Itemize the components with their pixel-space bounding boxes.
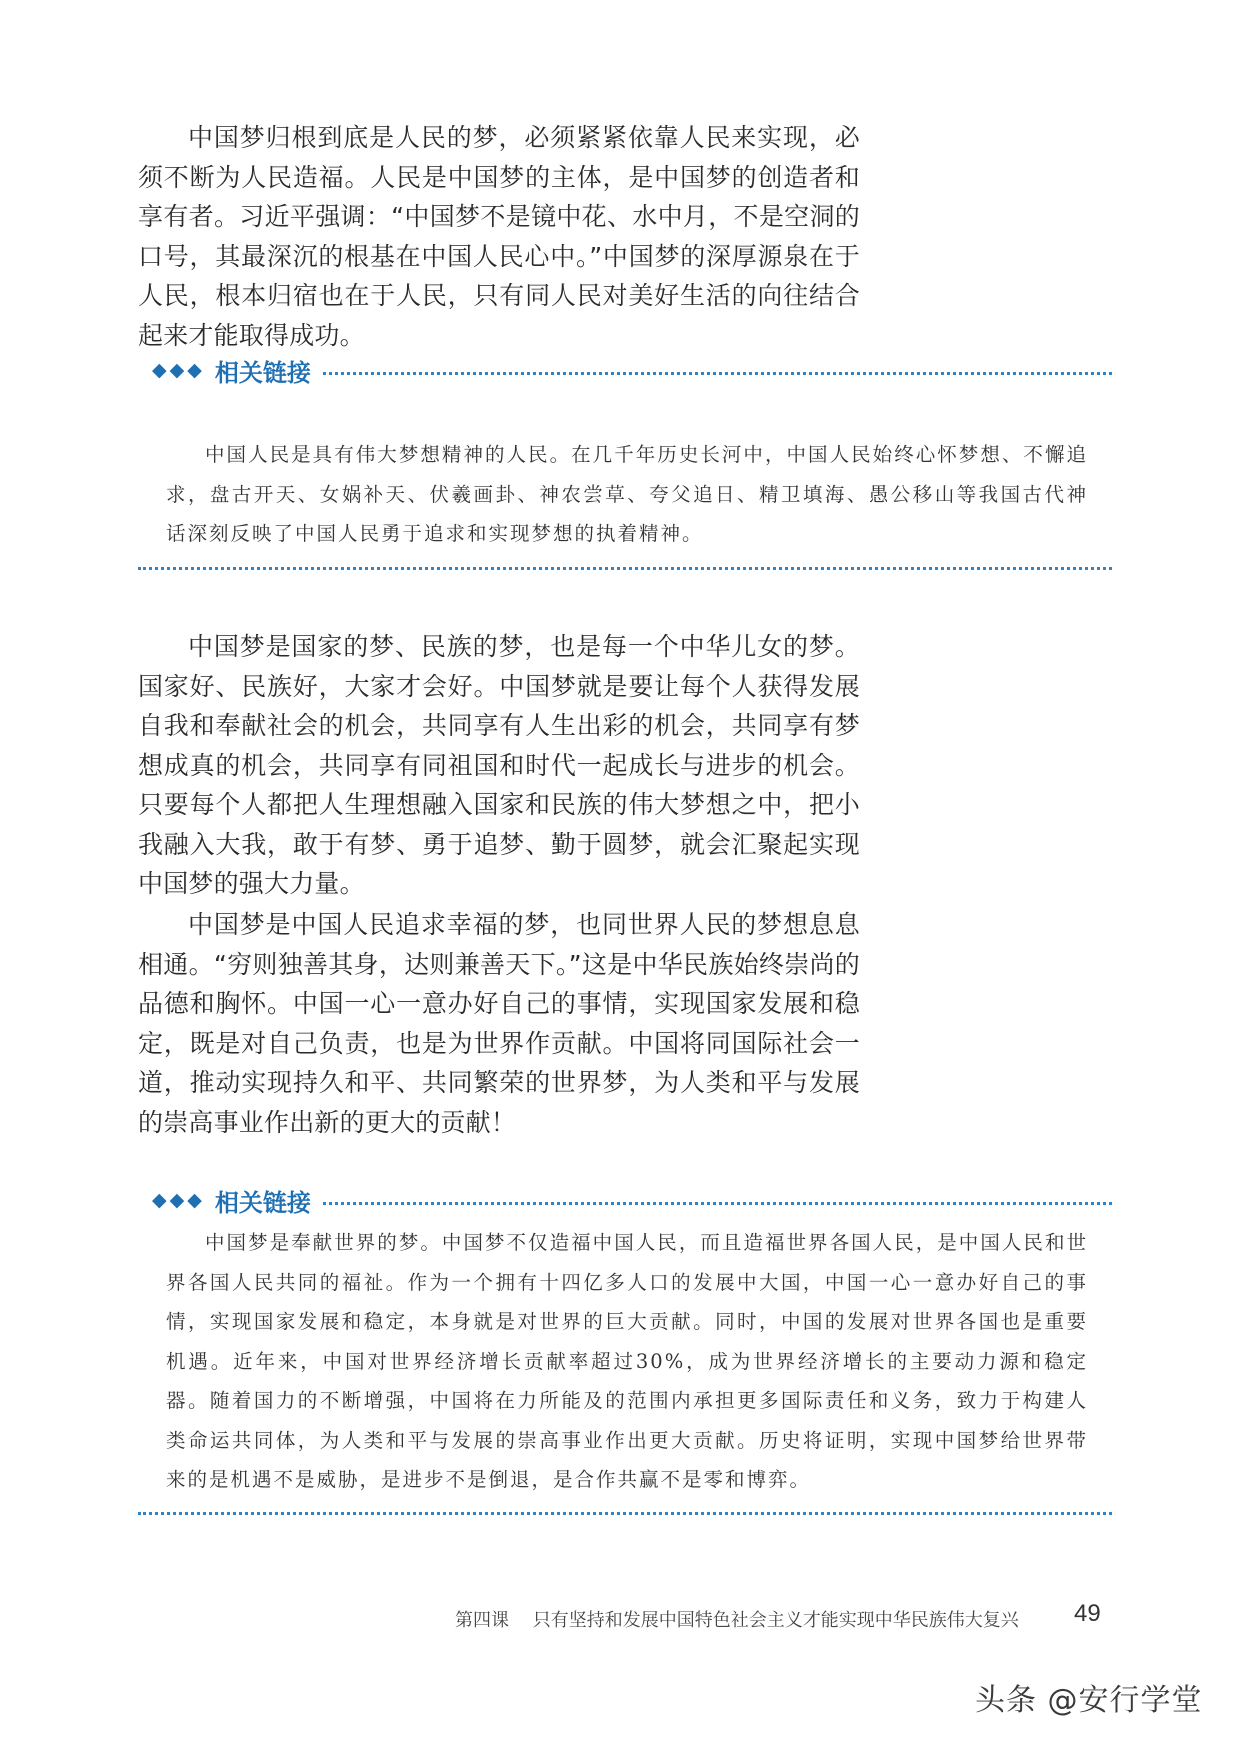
related-link-title: 相关链接 (214, 358, 311, 387)
footer-lesson-title: 只有坚持和发展中国特色社会主义才能实现中华民族伟大复兴 (532, 1610, 1019, 1631)
dotted-divider-bottom (138, 1512, 1112, 1515)
running-footer (455, 1606, 1019, 1632)
page-number: 49 (1074, 1600, 1101, 1627)
related-link-header-1 (152, 352, 1112, 388)
footer-lesson: 第四课 (455, 1610, 509, 1631)
related-link-body-2: 中国梦是奉献世界的梦。中国梦不仅造福中国人民，而且造福世界各国人民，是中国人民和世界各国人民共同的福祉。作为一个拥有十四亿多人口的发展中大国，中国一心一意办好自己的事情，实现国家发展和稳定，本身就是对世界的巨大贡献。同时，中国的发展对世界各国也是重要机遇。近年来，中国对世界经济增长贡献率超过30%，成为世界经济增长的主要动力源和稳定器。随着国力的不断增强，中国将在力所能及的范围内承担更多国际责任和义务，致力于构建人类命运共同体，为人类和平与发展的崇高事业作出更大贡献。历史将证明，实现中国梦给世界带来的是机遇不是威胁，是进步不是倒退，是合作共赢不是零和博弈。 (166, 1231, 1088, 1491)
dotted-divider (323, 1202, 1112, 1205)
related-link-title: 相关链接 (214, 1188, 311, 1217)
diamond-bullets-icon: ◆◆◆ (152, 1189, 205, 1211)
body-paragraph-2: 中国梦是国家的梦、民族的梦，也是每一个中华儿女的梦。国家好、民族好，大家才会好。中国梦就是要让每个人获得发展自我和奉献社会的机会，共同享有人生出彩的机会，共同享有梦想成真的机会，共同享有同祖国和时代一起成长与进步的机会。只要每个人都把人生理想融入国家和民族的伟大梦想之中，把小我融入大我，敢于有梦、勇于追梦、勤于圆梦，就会汇聚起实现中国梦的强大力量。 (138, 632, 860, 898)
related-link-header-2 (152, 1182, 1112, 1218)
dotted-divider-bottom (138, 567, 1112, 570)
dotted-divider (323, 372, 1112, 375)
watermark: 头条 @安行学堂 (975, 1683, 1203, 1718)
related-link-body-1: 中国人民是具有伟大梦想精神的人民。在几千年历史长河中，中国人民始终心怀梦想、不懈追求，盘古开天、女娲补天、伏羲画卦、神农尝草、夸父追日、精卫填海、愚公移山等我国古代神话深刻反映了中国人民勇于追求和实现梦想的执着精神。 (166, 443, 1088, 545)
body-paragraph-1: 中国梦归根到底是人民的梦，必须紧紧依靠人民来实现，必须不断为人民造福。人民是中国梦的主体，是中国梦的创造者和享有者。习近平强调：“中国梦不是镜中花、水中月，不是空洞的口号，其最深沉的根基在中国人民心中。”中国梦的深厚源泉在于人民，根本归宿也在于人民，只有同人民对美好生活的向往结合起来才能取得成功。 (138, 123, 860, 350)
diamond-bullets-icon: ◆◆◆ (152, 359, 205, 381)
body-paragraph-3: 中国梦是中国人民追求幸福的梦，也同世界人民的梦想息息相通。“穷则独善其身，达则兼善天下。”这是中华民族始终崇尚的品德和胸怀。中国一心一意办好自己的事情，实现国家发展和稳定，既是对自己负责，也是为世界作贡献。中国将同国际社会一道，推动实现持久和平、共同繁荣的世界梦，为人类和平与发展的崇高事业作出新的更大的贡献！ (138, 910, 860, 1137)
